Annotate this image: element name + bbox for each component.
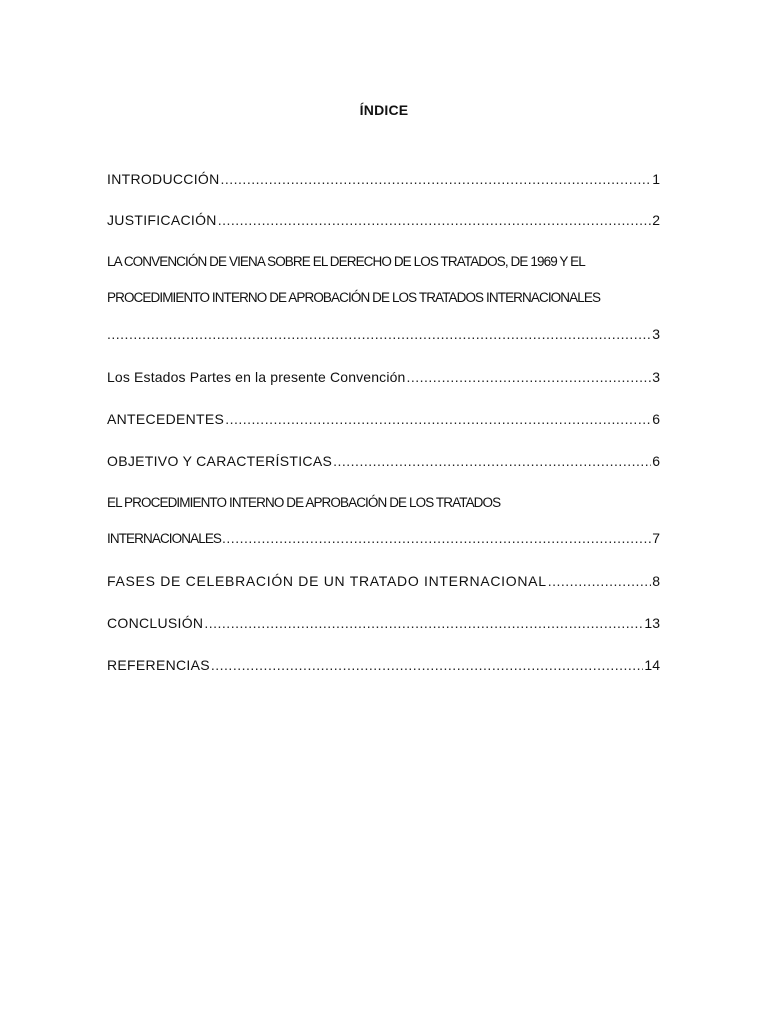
toc-entry-label: OBJETIVO Y CARACTERÍSTICAS [107,453,333,469]
toc-entry-label: REFERENCIAS [107,657,210,673]
toc-page-number: 1 [652,171,660,187]
toc-entry-label: JUSTIFICACIÓN [107,212,217,228]
dot-leader [222,529,651,547]
toc-entry-estados-partes[interactable] [107,368,660,386]
toc-page-number: 3 [652,369,660,385]
toc-page-number: 13 [644,615,660,631]
dot-leader [218,211,652,229]
toc-page-number: 3 [652,326,660,342]
toc-page-number: 6 [652,453,660,469]
toc-entry-antecedentes[interactable] [107,410,660,428]
toc-entry-conclusion[interactable] [107,614,660,632]
toc-entry-label: INTERNACIONALES [107,531,222,546]
dot-leader [333,452,651,470]
toc-entry-justificacion[interactable] [107,211,660,229]
dot-leader [204,614,643,632]
toc-entry-label: FASES DE CELEBRACIÓN DE UN TRATADO INTERNACIONAL [107,573,547,589]
dot-leader [225,410,651,428]
toc-entry-label: ANTECEDENTES [107,411,225,427]
toc-entry-convencion-line2[interactable]: PROCEDIMIENTO INTERNO DE APROBACIÓN DE LOS TRATADOS INTERNACIONALES [107,290,601,305]
dot-leader [406,368,651,386]
toc-entry-fases[interactable] [107,572,660,590]
toc-page-number: 14 [644,657,660,673]
toc-page-number: 8 [652,573,660,589]
toc-entry-introduccion[interactable] [107,170,660,188]
toc-entry-label: INTRODUCCIÓN [107,171,220,187]
dot-leader [548,572,652,590]
toc-page-number: 2 [652,212,660,228]
toc-entry-label: CONCLUSIÓN [107,615,204,631]
toc-entry-objetivo[interactable] [107,452,660,470]
dot-leader [220,170,651,188]
toc-page-number: 6 [652,411,660,427]
dot-leader [107,325,651,343]
toc-entry-convencion-line1[interactable]: LA CONVENCIÓN DE VIENA SOBRE EL DERECHO DE LOS TRATADOS, DE 1969 Y EL [107,254,585,269]
page-title: ÍNDICE [359,102,409,118]
toc-entry-procedimiento-line1[interactable]: EL PROCEDIMIENTO INTERNO DE APROBACIÓN DE LOS TRATADOS [107,495,501,510]
toc-entry-convencion[interactable] [107,325,660,343]
toc-page-number: 7 [652,530,660,546]
dot-leader [211,656,644,674]
toc-entry-label: Los Estados Partes en la presente Convención [107,369,406,385]
toc-entry-procedimiento[interactable] [107,529,660,548]
toc-entry-referencias[interactable] [107,656,660,674]
